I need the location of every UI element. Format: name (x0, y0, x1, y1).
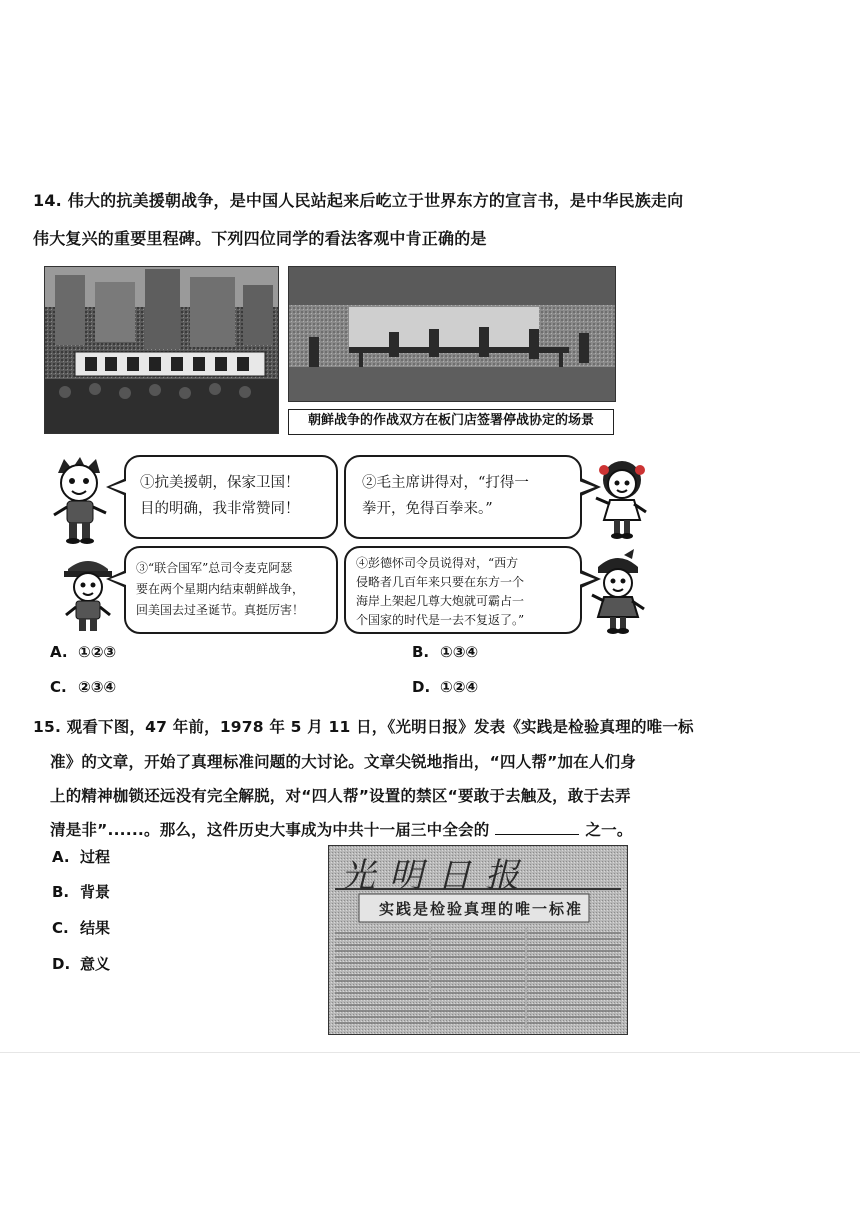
bubble-1-line-2: 目的明确，我非常赞同！ (140, 501, 300, 517)
page-divider (0, 1052, 860, 1053)
q15-stem-line-3: 上的精神枷锁还远没有完全解脱，对“四人帮”设置的禁区“要敢于去触及，敢于去弄 (50, 787, 631, 805)
speech-bubble-1 (124, 455, 338, 539)
q15-stem-line-2: 准》的文章，开始了真理标准问题的大讨论。文章尖锐地指出，“四人帮”加在人们身 (50, 753, 636, 771)
q15-stem-line-1: 15. 观看下图，47 年前，1978 年 5 月 11 日，《光明日报》发表《实践是检验真理的唯一标 (33, 718, 694, 736)
q14-option-d-text: ①②④ (440, 678, 479, 696)
bubble-3-tail-fill (110, 573, 126, 585)
q14-option-a[interactable] (50, 643, 116, 661)
q14-option-a-label: A. (50, 643, 68, 661)
bubble-3-line-1: ③“联合国军”总司令麦克阿瑟 (136, 561, 293, 575)
q15-option-c-text: 结果 (80, 919, 111, 937)
bubble-1-line-1: ①抗美援朝，保家卫国！ (140, 475, 300, 491)
q14-option-c[interactable] (50, 678, 116, 696)
speech-bubble-3 (124, 546, 338, 634)
q15-option-d-label: D. (52, 955, 71, 973)
q15-option-d-text: 意义 (80, 955, 111, 973)
armistice-signing-photo (288, 266, 616, 402)
q15-option-b-text: 背景 (80, 883, 111, 901)
q14-option-c-text: ②③④ (78, 678, 117, 696)
q15-option-c-label: C. (52, 919, 69, 937)
q14-option-b[interactable] (412, 643, 478, 661)
newspaper-photo (328, 845, 628, 1035)
answer-blank[interactable] (495, 820, 579, 835)
q14-option-d[interactable] (412, 678, 478, 696)
bubble-3-line-2: 要在两个星期内结束朝鲜战争， (136, 582, 305, 596)
speech-bubble-2 (344, 455, 582, 539)
student-figure-1 (50, 455, 110, 545)
q15-stem-line-4-after: 之一。 (585, 821, 633, 839)
bubble-4-line-3: 海岸上架起几尊大炮就可霸占一 (356, 594, 525, 608)
q14-stem-line-1: 14. 伟大的抗美援朝战争，是中国人民站起来后屹立于世界东方的宣言书，是中华民族走向 (33, 191, 684, 210)
q15-option-a-label: A. (52, 848, 70, 866)
bubble-1-tail-fill (110, 481, 126, 493)
q14-option-c-label: C. (50, 678, 67, 696)
q14-option-b-label: B. (412, 643, 430, 661)
bubble-4-line-2: 侵略者几百年来只要在东方一个 (356, 575, 525, 589)
q14-stem-line-2: 伟大复兴的重要里程碑。下列四位同学的看法客观中肯正确的是 (33, 229, 487, 248)
bubble-2-line-1: ②毛主席讲得对，“打得一 (362, 475, 529, 491)
q14-option-a-text: ①②③ (78, 643, 117, 661)
student-figure-4 (588, 547, 648, 635)
speech-bubble-4 (344, 546, 582, 634)
photo-caption: 朝鲜战争的作战双方在板门店签署停战协定的场景 (288, 409, 614, 435)
student-figure-3 (60, 553, 116, 635)
bubble-4-line-1: ④彭德怀司令员说得对，“西方 (356, 556, 519, 570)
q15-option-c[interactable] (52, 917, 110, 938)
q14-option-b-text: ①③④ (440, 643, 479, 661)
bubble-3-line-3: 回美国去过圣诞节。真挺厉害！ (136, 603, 305, 617)
q15-stem-line-4-before: 清是非”......。那么，这件历史大事成为中共十一届三中全会的 (50, 821, 490, 839)
q15-stem-line-4 (50, 818, 633, 840)
bubble-4-tail-fill (579, 573, 595, 585)
q15-option-d[interactable] (52, 953, 110, 974)
bubble-4-line-4: 个国家的时代是一去不复返了。” (356, 613, 525, 627)
q15-option-a[interactable] (52, 846, 110, 867)
q15-option-a-text: 过程 (80, 848, 111, 866)
bubble-2-tail-fill (579, 481, 595, 493)
demonstration-photo (44, 266, 279, 434)
student-figure-2 (592, 458, 652, 540)
q15-option-b-label: B. (52, 883, 70, 901)
bubble-2-line-2: 拳开，免得百拳来。” (362, 501, 493, 517)
q14-option-d-label: D. (412, 678, 431, 696)
newspaper-masthead: 光明日报 (341, 856, 533, 896)
newspaper-headline: 实践是检验真理的唯一标准 (379, 900, 584, 918)
q15-option-b[interactable] (52, 881, 110, 902)
